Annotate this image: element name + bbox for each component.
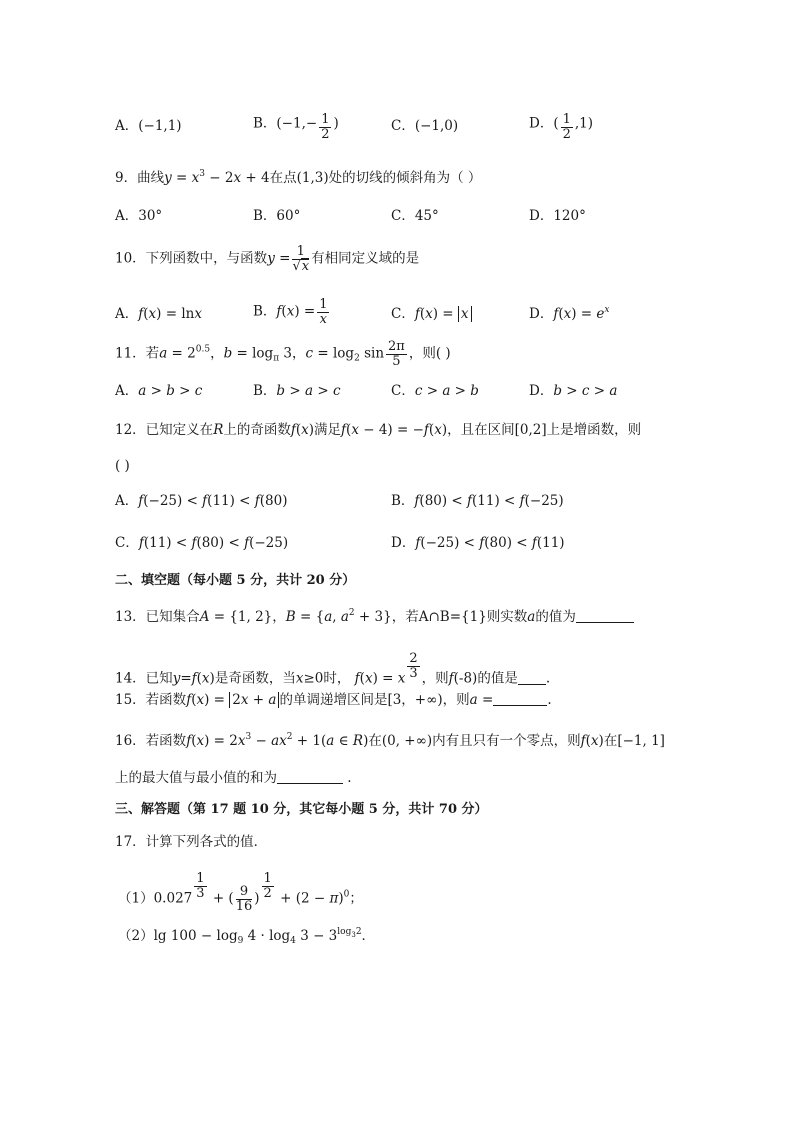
q12-option-a: A．f(−25) < f(11) < f(80): [115, 493, 288, 509]
q13-stem: 13．已知集合A = {1, 2}，B = {a, $a^2 + 3$}，若A∩B={1}则实数a的值为: [115, 610, 634, 625]
q11-option-a: A．a > b > c: [115, 383, 203, 399]
q15-stem: 15．若函数f(x) = 2x + a 的单调递增区间是[3，+∞)，则a = .: [115, 692, 552, 708]
q10-option-b: B．f(x) = $\frac{1}{x}$: [253, 297, 328, 327]
section-2-heading: 二、填空题（每小题 5 分，共计 20 分）: [115, 573, 356, 588]
q9-option-b: B．60°: [253, 208, 301, 224]
q17-stem: 17．计算下列各式的值．: [115, 834, 268, 850]
q8-option-c: C．(−1,0): [391, 118, 459, 134]
q11-option-c: C．c > a > b: [391, 383, 479, 399]
q8-option-a: A．(−1,1): [115, 118, 182, 134]
q17-part-1: （1）0.027 $^{\frac{1}{3}}$ + ( $\frac{9}{16}$ ) $^{\frac{1}{2}}$ + $(2 - \pi)^0$；: [118, 871, 363, 914]
q16-line2: 上的最大值与最小值的和为 .: [115, 770, 352, 786]
q9-option-a: A．30°: [115, 208, 163, 224]
q9-option-c: C．45°: [391, 208, 439, 224]
q11-stem: 11．若$a = 2^{0.5}$，$b = \log_\pi 3$，$c = \log_2 \sin$ $\frac{2\pi}{5}$ ，则( ): [115, 339, 451, 369]
q12-option-c: C．f(11) < f(80) < f(−25): [115, 535, 289, 551]
q12-stem: 12．已知定义在R上的奇函数f(x)满足f(x − 4) = −f(x)，且在区间[0,2]上是增函数，则: [115, 422, 642, 438]
q12-paren: ( ): [115, 458, 130, 474]
q10-option-d: D．$f(x) = e^x$: [529, 305, 610, 322]
q16-stem: 16．若函数$f(x) = 2x^3 - ax^2 + 1(a$ ∈ R)在(0, +∞)内有且只有一个零点，则f(x)在[−1, 1]: [115, 732, 665, 749]
q8-option-b: B．(−1,− $\frac{1}{2}$ ): [253, 112, 339, 142]
q9-option-d: D．120°: [529, 208, 586, 224]
q11-option-d: D．b > c > a: [529, 383, 618, 399]
q9-stem: 9．曲线$y = x^3 - 2x + 4$在点(1,3)处的切线的倾斜角为（ ）: [115, 169, 482, 186]
q10-option-a: A．f(x) = lnx: [115, 306, 202, 322]
q17-part-2: （2）lg $100 - \log_9 4 \cdot \log_4 3 - 3^{log_32}$．: [118, 927, 376, 946]
section-3-heading: 三、解答题（第 17 题 10 分，其它每小题 5 分，共计 70 分）: [115, 802, 488, 817]
q11-option-b: B．b > a > c: [253, 383, 341, 399]
q10-option-c: C．f(x) = x: [391, 308, 472, 322]
q10-stem: 10．下列函数中，与函数y = $\frac{1}{√x}$ 有相同定义域的是: [115, 244, 420, 274]
q8-option-d: D．( $\frac{1}{2}$ ,1): [529, 112, 594, 142]
q12-option-d: D．f(−25) < f(80) < f(11): [391, 535, 565, 551]
q12-option-b: B．f(80) < f(11) < f(−25): [391, 493, 564, 509]
q14-stem: 14．已知y=f(x)是奇函数，当x≥0时， f(x) = x $^{\frac{2}{3}}$ ，则f(-8)的值是 .: [115, 651, 551, 687]
